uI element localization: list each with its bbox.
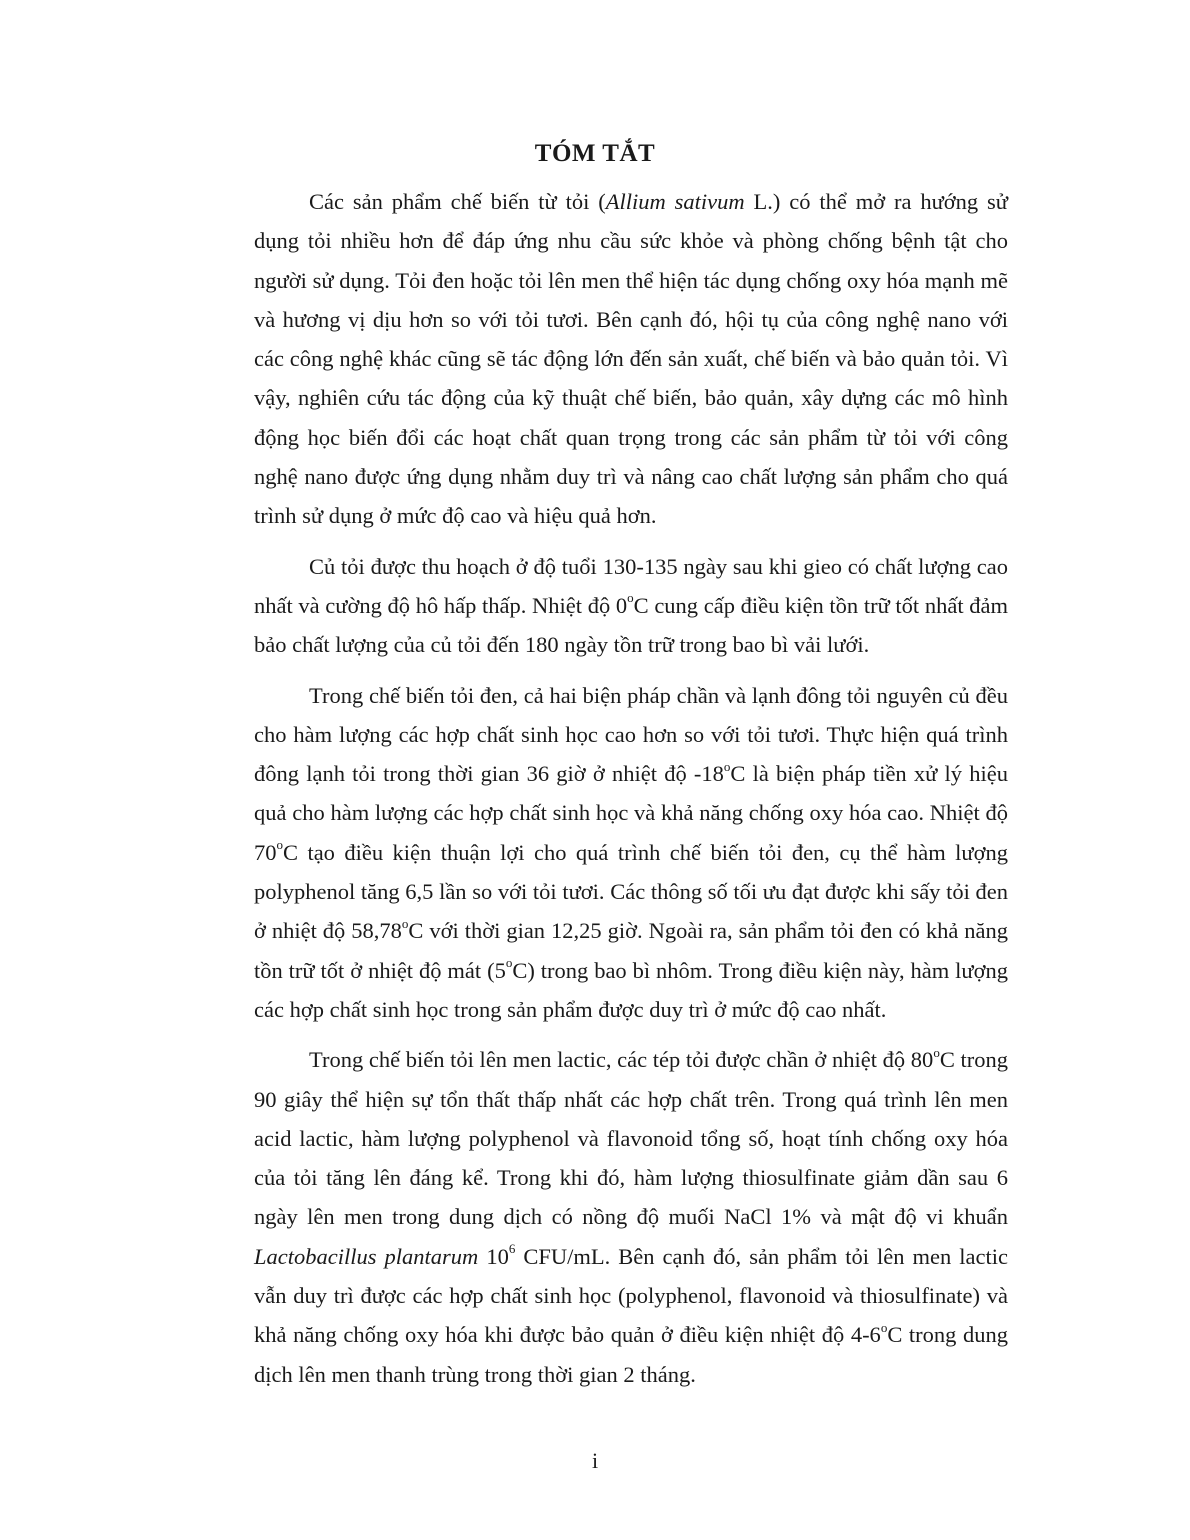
page-number: i [591, 1448, 599, 1473]
paragraph-text: C) trong bao bì nhôm. Trong điều kiện này, hàm lượng các hợp chất sinh học trong sản phẩm được duy trì ở mức độ cao nhất. [254, 957, 1009, 1022]
paragraph-text: Các sản phẩm chế biến từ tỏi ( [309, 189, 606, 214]
superscript-text: 6 [508, 1241, 516, 1257]
abstract-paragraph [254, 676, 1008, 1030]
paragraph-text: Trong chế biến tỏi đen, cả hai biện pháp chần và lạnh đông tỏi nguyên củ đều cho hàm lượng các hợp chất sinh học cao hơn so với tỏi tươi. Thực hiện quá trình đông lạnh tỏi trong thời gian 36 giờ ở nhiệt độ -18 [254, 682, 1008, 787]
paragraph-text: C trong 90 giây thể hiện sự tổn thất thấp nhất các hợp chất trên. Trong quá trình lên men acid lactic, hàm lượng polyphenol và flavonoid tổng số, hoạt tính chống oxy hóa của tỏi tăng lên đáng kể. Trong khi đó, hàm lượng thiosulfinate giảm dần sau 6 ngày lên men trong dung dịch có nồng độ muối NaCl 1% và mật độ vi khuẩn [254, 1047, 1008, 1230]
superscript-text: o [505, 955, 513, 971]
paragraph-text: C tạo điều kiện thuận lợi cho quá trình chế biến tỏi đen, cụ thể hàm lượng polyphenol tăng 6,5 lần so với tỏi tươi. Các thông số tối ưu đạt được khi sấy tỏi đen ở nhiệt độ 58,78 [254, 839, 1008, 944]
abstract-paragraph [254, 182, 1008, 536]
italic-text: Lactobacillus plantarum [254, 1243, 479, 1269]
superscript-text: o [933, 1044, 940, 1060]
superscript-text: o [880, 1319, 888, 1335]
paragraph-text: Củ tỏi được thu hoạch ở độ tuổi 130-135 ngày sau khi gieo có chất lượng cao nhất và cường độ hô hấp thấp. Nhiệt độ 0 [254, 553, 1008, 618]
superscript-text: o [401, 915, 409, 931]
page-title: TÓM TẮT [534, 140, 656, 167]
abstract-paragraph [254, 547, 1008, 665]
superscript-text: o [276, 837, 283, 853]
paragraph-text: Trong chế biến tỏi lên men lactic, các tép tỏi được chần ở nhiệt độ 80 [309, 1047, 934, 1073]
abstract-body [254, 182, 1008, 1405]
paragraph-text: CFU/mL. Bên cạnh đó, sản phẩm tỏi lên men lactic vẫn duy trì được các hợp chất sinh học (polyphenol, flavonoid và thiosulfinate) và khả năng chống oxy hóa khi được bảo quản ở điều kiện nhiệt độ 4-6 [254, 1243, 1009, 1348]
italic-text: Allium sativum [605, 189, 745, 214]
paragraph-text: C là biện pháp tiền xử lý hiệu quả cho hàm lượng các hợp chất sinh học và khả năng chống oxy hóa cao. Nhiệt độ 70 [254, 761, 1008, 865]
paragraph-text: 10 [478, 1243, 509, 1269]
paragraph-text: C cung cấp điều kiện tồn trữ tốt nhất đảm bảo chất lượng của củ tỏi đến 180 ngày tồn trữ trong bao bì vải lưới. [254, 592, 1008, 658]
abstract-paragraph [254, 1040, 1008, 1394]
paragraph-text: L.) có thể mở ra hướng sử dụng tỏi nhiều hơn để đáp ứng nhu cầu sức khỏe và phòng chống bệnh tật cho người sử dụng. Tỏi đen hoặc tỏi lên men thể hiện tác dụng chống oxy hóa mạnh mẽ và hương vị dịu hơn so với tỏi tươi. Bên cạnh đó, hội tụ của công nghệ nano với các công nghệ khác cũng sẽ tác động lớn đến sản xuất, chế biến và bảo quản tỏi. Vì vậy, nghiên cứu tác động của kỹ thuật chế biến, bảo quản, xây dựng các mô hình động học biến đổi các hoạt chất quan trọng trong các sản phẩm từ tỏi với công nghệ nano được ứng dụng nhằm duy trì và nâng cao chất lượng sản phẩm cho quá trình sử dụng ở mức độ cao và hiệu quả hơn. [254, 189, 1008, 529]
paragraph-text: C trong dung dịch lên men thanh trùng trong thời gian 2 tháng. [254, 1322, 1008, 1387]
paragraph-text: C với thời gian 12,25 giờ. Ngoài ra, sản phẩm tỏi đen có khả năng tồn trữ tốt ở nhiệt độ mát (5 [254, 918, 1009, 983]
superscript-text: o [627, 590, 634, 606]
superscript-text: o [723, 758, 731, 774]
